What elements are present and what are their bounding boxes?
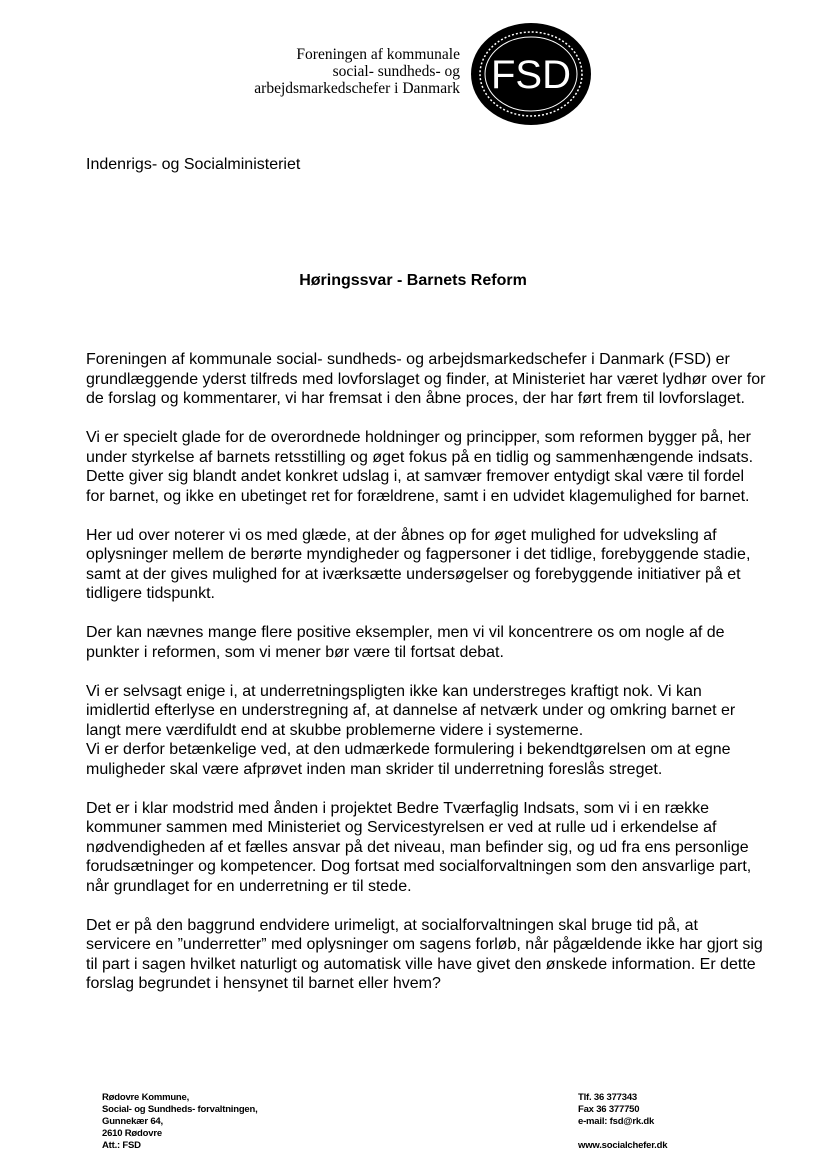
address-line-3: Gunnekær 64, xyxy=(102,1116,163,1127)
recipient: Indenrigs- og Socialministeriet xyxy=(86,156,301,173)
paragraph-3: Dette giver sig blandt andet konkret udslag i, at samvær fremover entydigt skal være til fordel for barnet, og ikke en ubetinget ret for forældrene, samt i en udvidet klagemulighed for barnet. xyxy=(86,468,750,505)
organization-name xyxy=(160,46,460,97)
address-line-2: Social- og Sundheds- forvaltningen, xyxy=(102,1104,258,1115)
logo-text: FSD xyxy=(491,53,571,97)
address-line-4: 2610 Rødovre xyxy=(102,1128,162,1139)
paragraph-5: Der kan nævnes mange flere positive eksempler, men vi vil koncentrere os om nogle af de punkter i reformen, som vi mener bør være til fortsat debat. xyxy=(86,624,725,661)
email-link[interactable]: e-mail: fsd@rk.dk xyxy=(578,1116,655,1127)
paragraph-6: Vi er selvsagt enige i, at underretningspligten ikke kan understreges kraftigt nok. Vi kan imidlertid efterlyse en understregning af, at dannelse af netværk under og omkring barnet er langt mere værdifuldt end at skubbe problemerne videre i systemerne. xyxy=(86,682,736,739)
paragraph-9: Det er på den baggrund endvidere urimeligt, at socialforvaltningen skal bruge tid på, at servicere en ”underretter” med oplysninger om sagens forløb, når pågældende ikke har gjort sig til part i sagen hvilket naturligt og automatisk ville have givet den ønskede information. Er dette forslag begrundet i hensynet til barnet eller hvem? xyxy=(86,916,763,992)
org-line-3: arbejdsmarkedschefer i Danmark xyxy=(254,80,460,97)
paragraph-1: Foreningen af kommunale social- sundheds- og arbejdsmarkedschefer i Danmark (FSD) er grundlæggende yderst tilfreds med lovforslaget og finder, at Ministeriet har været lydhør over for de forslag og kommentarer, vi har fremsat i den åbne proces, der har ført frem til lovforslaget. xyxy=(86,351,766,407)
website-link[interactable]: www.socialchefer.dk xyxy=(578,1140,668,1151)
footer-contact xyxy=(578,1092,667,1152)
org-line-2: social- sundheds- og xyxy=(332,63,460,80)
fax: Fax 36 377750 xyxy=(578,1104,640,1115)
paragraph-4: Her ud over noterer vi os med glæde, at der åbnes op for øget mulighed for udveksling af oplysninger mellem de berørte myndigheder og fagpersoner i det tidlige, forebyggende stadie, samt at der gives mulighed for at iværksætte undersøgelser og forebyggende initiativer på et tidligere tidspunkt. xyxy=(86,526,751,602)
paragraph-7: Vi er derfor betænkelige ved, at den udmærkede formulering i bekendtgørelsen om at egne muligheder skal være afprøvet inden man skrider til underretning foreslås streget. xyxy=(86,741,731,778)
paragraph-2: Vi er specielt glade for de overordnede holdninger og principper, som reformen bygger på, her under styrkelse af barnets retsstilling og øget fokus på en tidlig og sammenhængende indsats. xyxy=(86,429,754,466)
fsd-logo-graphic xyxy=(470,22,592,126)
phone: Tlf. 36 377343 xyxy=(578,1092,637,1103)
org-line-1: Foreningen af kommunale xyxy=(296,46,460,63)
paragraph-8: Det er i klar modstrid med ånden i projektet Bedre Tværfaglig Indsats, som vi i en række kommuner sammen med Ministeriet og Servicestyrelsen er ved at rulle ud i erkendelse af nødvendigheden af et fælles ansvar på det niveau, man befinder sig, og ud fra ens personlige forudsætninger og kompetencer. Dog fortsat med socialforvaltningen som den ansvarlige part, når grundlaget for en underretning er til stede. xyxy=(86,799,752,895)
address-line-1: Rødovre Kommune, xyxy=(102,1092,190,1103)
letter-body xyxy=(86,350,766,1013)
fsd-logo xyxy=(470,22,592,126)
subject-heading: Høringssvar - Barnets Reform xyxy=(299,272,527,289)
address-line-5: Att.: FSD xyxy=(102,1140,141,1151)
footer-address xyxy=(102,1092,258,1152)
